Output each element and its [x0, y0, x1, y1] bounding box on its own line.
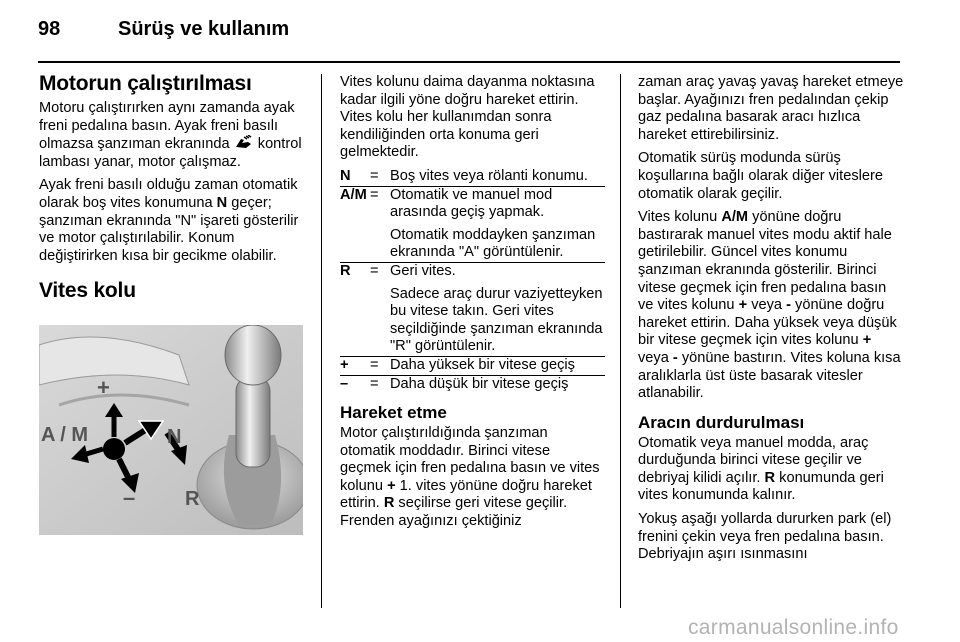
- column-divider: [620, 74, 621, 608]
- definition-text: Otomatik moddayken şanzıman ekranında "A" görüntülenir.: [390, 226, 596, 261]
- definition-row: [340, 168, 605, 186]
- definition-value: [390, 168, 605, 186]
- text-run: konumunda geri vites konumunda kalınır.: [638, 469, 884, 504]
- text-run: veya: [638, 349, 669, 366]
- definition-equals: =: [370, 356, 379, 373]
- gear-lever-illustration: [39, 325, 303, 535]
- key-r: R: [383, 495, 395, 512]
- text-run: Motoru çalıştırırken aynı zamanda ayak freni pedalına basın. Ayak freni basılı olmazsa şanzıman ekranında: [39, 100, 295, 153]
- label-plus: +: [97, 375, 110, 401]
- text-run: Ayak freni basılı olduğu zaman otomatik olarak boş vites konumuna: [39, 177, 298, 211]
- paragraph: [39, 177, 303, 265]
- heading-moving-off: Hareket etme: [340, 403, 447, 423]
- key-plus: +: [738, 297, 748, 314]
- key-plus: +: [862, 332, 872, 349]
- definition-list: [340, 168, 605, 393]
- definition-text: Otomatik ve manuel mod arasında geçiş yapmak.: [390, 186, 553, 221]
- chapter-title: Sürüş ve kullanım: [118, 18, 290, 40]
- column-1: [39, 72, 303, 535]
- definition-text: Daha düşük bir vitese geçiş: [390, 375, 569, 392]
- key-r: R: [764, 469, 776, 486]
- definition-row: [340, 262, 605, 356]
- definition-equals: =: [370, 167, 379, 184]
- column-2: [340, 74, 605, 537]
- text-run: veya: [751, 297, 783, 314]
- label-n: N: [167, 426, 182, 449]
- definition-text: Boş vites veya rölanti konumu.: [390, 167, 588, 184]
- key-minus: -: [672, 349, 678, 366]
- text-run: Otomatik veya manuel modda, araç durduğunda birinci vitese geçilir ve debriyaj kilidi açılır.: [638, 434, 869, 486]
- definition-row: [340, 186, 605, 262]
- definition-value: [390, 263, 605, 356]
- paragraph: [638, 435, 904, 505]
- definition-key: +: [340, 356, 349, 373]
- key-minus: -: [786, 297, 791, 314]
- text-run: Motor çalıştırıldığında şanzıman otomatik moddadır. Birinci vitese geçmek için fren pedalına basın ve vites kolunu: [340, 425, 600, 494]
- column-divider: [321, 74, 322, 608]
- label-r: R: [185, 488, 200, 511]
- text-run: kontrol lambası yanar, motor çalışmaz.: [39, 136, 302, 170]
- paragraph: [39, 100, 303, 171]
- definition-value: [390, 376, 605, 394]
- text-run: geçer; şanzıman ekranında "N" işareti gösterilir ve motor çalıştırılabilir. Konum değiştirirken kısa bir gecikme olabilir.: [39, 194, 299, 264]
- text-run: yönüne bastırın. Vites koluna kısa aralıklarla üst üste basarak vitesler atlanabilir.: [638, 349, 901, 402]
- text-run: 1. vites yönüne doğru hareket ettirin.: [340, 477, 592, 512]
- section-title-gear-lever: Vites kolu: [39, 279, 136, 303]
- foot-brake-icon: [234, 135, 254, 150]
- paragraph: Otomatik sürüş modunda sürüş koşullarına bağlı olarak diğer viteslere otomatik olarak geçilir.: [638, 150, 883, 202]
- text-run: Vites kolunu: [638, 209, 718, 226]
- section-title-engine-start: Motorun çalıştırılması: [39, 72, 252, 95]
- heading-stopping: Aracın durdurulması: [638, 412, 805, 432]
- definition-equals: =: [370, 186, 379, 203]
- label-am: A / M: [41, 424, 89, 447]
- paragraph: Vites kolunu daima dayanma noktasına kadar ilgili yöne doğru hareket ettirin. Vites kolu her kullanımdan sonra kendiliğinden orta konuma geri gelmektedir.: [340, 74, 595, 161]
- paragraph: [340, 425, 605, 531]
- key-plus: +: [387, 477, 396, 494]
- label-minus: –: [123, 485, 136, 511]
- definition-text: Daha yüksek bir vitese geçiş: [390, 356, 575, 373]
- definition-text: Sadece araç durur vaziyetteyken bu vitese takın. Geri vites seçildiğinde şanzıman ekranında "R" görüntülenir.: [390, 285, 603, 355]
- definition-text: Geri vites.: [390, 262, 456, 279]
- definition-key: N: [340, 167, 351, 184]
- header-rule: [38, 61, 900, 63]
- column-3: [638, 74, 904, 570]
- definition-row: [340, 356, 605, 375]
- text-run: yönüne doğru bastırarak manuel vites modu aktif hale getirilebilir. Güncel vites konumu şanzıman ekranında gösterilir.: [638, 209, 892, 278]
- key-n: N: [216, 194, 228, 211]
- definition-equals: =: [370, 262, 379, 279]
- paragraph: Yokuş aşağı yollarda dururken park (el) frenini çekin veya fren pedalına basın. Debriyajın aşırı ısınmasını: [638, 511, 892, 563]
- text-run: yönüne doğru hareket ettirin. Daha yüksek veya düşük bir vitese geçmek için vites kolunu: [638, 297, 897, 349]
- definition-value: [390, 357, 605, 375]
- key-am: A/M: [721, 209, 749, 226]
- paragraph: [638, 209, 904, 403]
- definition-equals: =: [370, 375, 379, 392]
- paragraph: zaman araç yavaş yavaş hareket etmeye başlar. Ayağınızı fren pedalından çekip gaz pedalına basarak aracı hızlıca hareket ettirebilirsiniz.: [638, 74, 904, 143]
- text-run: seçilirse geri vitese geçilir. Frenden ayağınızı çektiğiniz: [340, 495, 568, 530]
- definition-key: R: [340, 262, 351, 279]
- watermark: carmanualsonline.info: [688, 616, 899, 639]
- definition-value: [390, 187, 605, 262]
- definition-row: [340, 375, 605, 394]
- text-run: Birinci vitese geçmek için fren pedalına basın ve vites kolunu: [638, 261, 887, 314]
- definition-key: –: [340, 375, 349, 392]
- definition-key: A/M: [340, 186, 367, 203]
- page-number: 98: [38, 18, 61, 40]
